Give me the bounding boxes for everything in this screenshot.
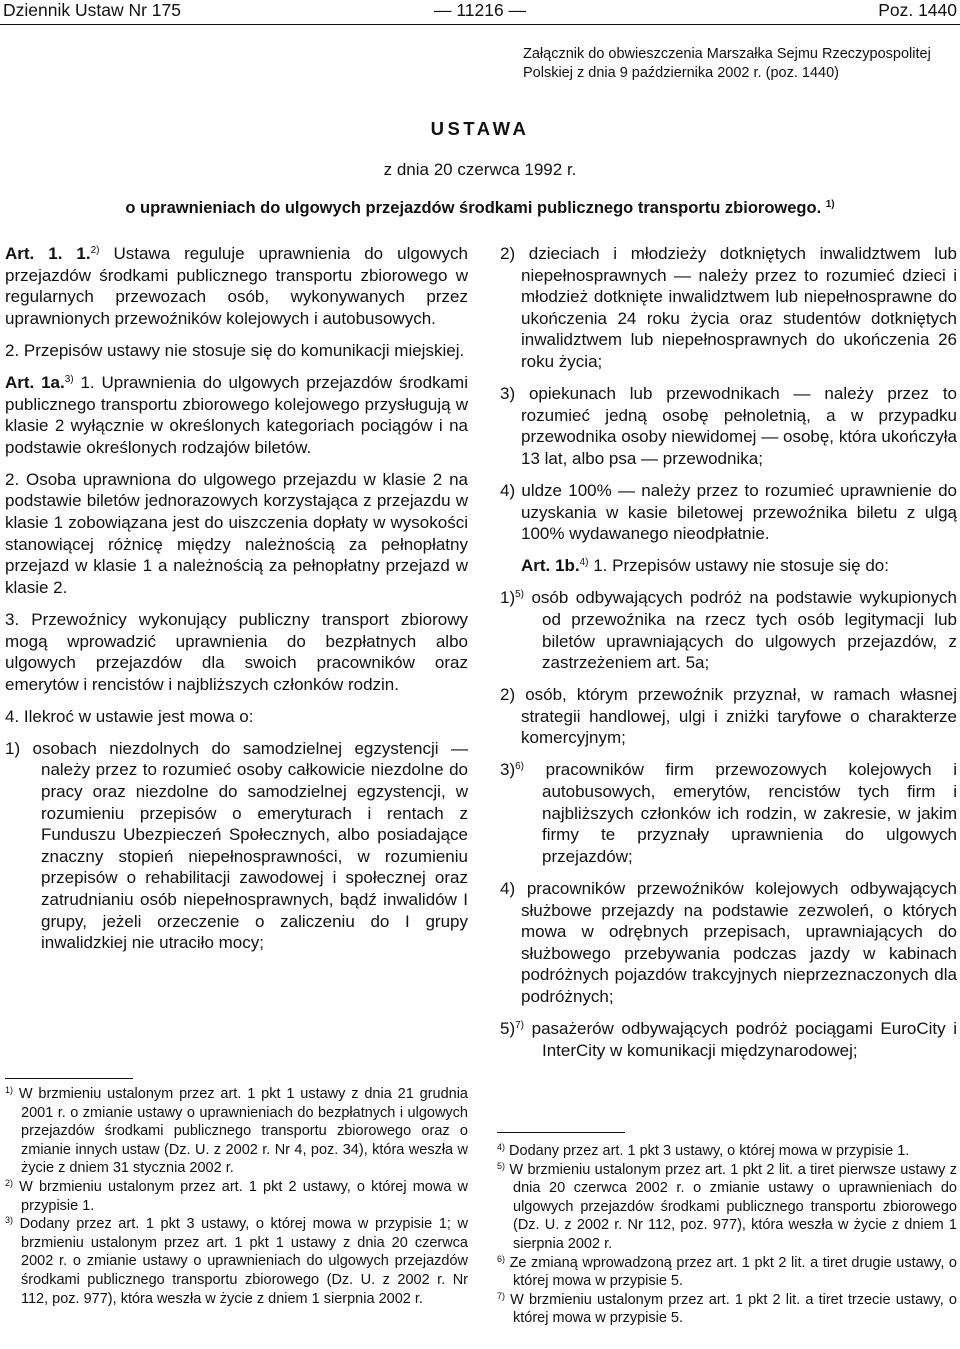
art1b-intro-text: 1. Przepisów ustawy nie stosuje się do: — [593, 556, 889, 576]
footnote-1-ref: 1) — [5, 1085, 14, 1095]
title-text: o uprawnieniach do ulgowych przejazdów środkami publicznego transportu zbiorowego. — [125, 199, 822, 217]
annex-line-2: Polskiej z dnia 9 października 2002 r. (poz. 1440) — [523, 65, 839, 81]
footnote-3-text: Dodany przez art. 1 pkt 3 ustawy, o której mowa w przypisie 1; w brzmieniu ustalonym przez art. 1 pkt 1 ustawy z dnia 20 czerwca 2002 r. o zmianie ustawy o uprawnieniach do ulgowych przejazdów środkami publicznego transportu zbiorowego (Dz. U. z 2002 r. Nr 112, poz. 977), która weszła w życie z dniem 1 sierpnia 2002 r. — [19, 1216, 469, 1307]
footnote-6-ref: 6) — [497, 1253, 506, 1264]
page-number: — 11216 — — [433, 0, 527, 20]
exclusion-item-1 — [500, 587, 957, 673]
art1a-para1-text: 1. Uprawnienia do ulgowych przejazdów środkami publicznego transportu zbiorowego kolejowego przysługują w klasie 2 wyłącznie w określonych kategoriach pociągów i na podstawie określonych rodzajów biletów. — [5, 372, 468, 457]
footnote-5-text: W brzmieniu ustalonym przez art. 1 pkt 2 lit. a tiret pierwsze ustawy z dnia 20 czerwca 2002 r. o zmianie ustawy o uprawnieniach do ulgowych przejazdów środkami publicznego transportu zbiorowego (Dz. U. z 2002 r. Nr 112, poz. 977), która weszła w życie z dniem 1 sierpnia 2002 r. — [509, 1161, 957, 1252]
art1-para1-text: Ustawa reguluje uprawnienia do ulgowych przejazdów środkami publicznego transportu zbiorowego w regularnych przewozach osób, wykonywanych przez uprawnionych przewoźników kolejowych i autobusowych. — [5, 244, 468, 328]
footnote-rule-left — [5, 1078, 133, 1079]
art1-para1 — [5, 243, 468, 329]
footnote-6-text: Ze zmianą wprowadzoną przez art. 1 pkt 2 lit. a tiret drugie ustawy, o której mowa w przypisie 5. — [509, 1254, 957, 1290]
exclusion-item-3 — [500, 759, 957, 867]
footnote-4-text: Dodany przez art. 1 pkt 3 ustawy, o której mowa w przypisie 1. — [509, 1143, 910, 1159]
footnote-2-ref: 2) — [5, 1177, 14, 1188]
journal-name: Dziennik Ustaw Nr 175 — [3, 0, 181, 20]
footnote-4-ref: 4) — [497, 1142, 506, 1152]
title-footnote-ref: 1) — [825, 199, 835, 210]
page-header — [0, 0, 960, 24]
exclusion-item-5-number: 5) — [500, 1019, 516, 1038]
art1a-footnote-ref: 3) — [64, 373, 74, 385]
document-date: z dnia 20 czerwca 1992 r. — [383, 160, 577, 179]
exclusion-item-3-ref: 6) — [515, 761, 525, 773]
definition-item-2: 2) dzieciach i młodzieży dotkniętych inwalidztwem lub niepełnosprawnych — należy przez to rozumieć dzieci i młodzież dotknięte inwalidztwem lub niepełnosprawne do ukończenia 24 roku życia oraz studentów dotkniętych inwalidztwem lub niepełnosprawnych do ukończenia 26 roku życia; — [500, 244, 957, 371]
definition-item-4: 4) uldze 100% — należy przez to rozumieć uprawnienie do uzyskania w kasie biletowej przewoźnika biletu z ulgą 100% wydawanego nieodpłatnie. — [500, 480, 957, 544]
exclusion-item-3-number: 3) — [500, 760, 516, 780]
art1b-footnote-ref: 4) — [579, 557, 589, 569]
exclusion-item-1-text: osób odbywających podróż na podstawie wykupionych od przewoźnika na rzecz tych osób legitymacji lub biletów uprawniających do ulgowych przejazdów, z zastrzeżeniem art. 5a; — [531, 588, 957, 673]
footnote-3-ref: 3) — [5, 1215, 14, 1226]
exclusion-item-1-number: 1) — [500, 588, 516, 608]
art1a-label: Art. 1a. — [5, 372, 65, 392]
art1-footnote-ref: 2) — [90, 245, 100, 256]
footnote-1 — [5, 1085, 468, 1178]
footnote-7-text: W brzmieniu ustalonym przez art. 1 pkt 2 lit. a tiret trzecie ustawy, o której mowa w przypisie 5. — [510, 1291, 957, 1327]
footnote-7 — [497, 1291, 957, 1328]
exclusion-item-3-text: pracowników firm przewozowych kolejowych i autobusowych, emerytów, rencistów tych firm i najbliższych członków ich rodzin, w zakresie, w jakim firmy te przyznały uprawnienia do ulgowych przejazdów; — [542, 760, 957, 866]
art1a-para2: 2. Osoba uprawniona do ulgowego przejazdu w klasie 2 na podstawie biletów jednorazowych korzystająca z przejazdu w klasie 1 zobowiązana jest do uiszczenia dopłaty w wysokości stanowiącej różnicę między należnością za pełnopłatny przejazd w klasie 1 a należnością za pełnopłatny przejazd w klasie 2. — [5, 469, 468, 597]
exclusion-item-1-ref: 5) — [515, 589, 525, 601]
exclusion-item-4: 4) pracowników przewoźników kolejowych odbywających służbowe przejazdy na podstawie zezwoleń, o których mowa w odrębnych przepisach, uprawniających do służbowego przebywania podczas jazdy w kabinach podróżnych pojazdów trakcyjnych nieprzeznaczonych dla podróżnych; — [500, 878, 957, 1006]
footnote-5 — [497, 1161, 957, 1254]
header-rule — [0, 24, 960, 25]
document-type: USTAWA — [430, 118, 530, 139]
document-title — [0, 199, 960, 218]
art1b-label: Art. 1b. — [521, 556, 580, 576]
annex-line-1: Załącznik do obwieszczenia Marszałka Sejmu Rzeczypospolitej — [523, 46, 931, 62]
footnotes-right — [497, 1142, 957, 1328]
exclusion-item-5-text: pasażerów odbywających podróż pociągami EuroCity i InterCity w komunikacji międzynarodowej; — [531, 1019, 957, 1060]
art1a-para3: 3. Przewoźnicy wykonujący publiczny transport zbiorowy mogą wprowadzić uprawnienia do bezpłatnych albo ulgowych przejazdów dla swoich pracowników oraz emerytów i rencistów i najbliższych członków rodzin. — [5, 609, 468, 694]
left-column — [5, 243, 468, 964]
footnote-2-text: W brzmieniu ustalonym przez art. 1 pkt 2 ustawy, o której mowa w przypisie 1. — [19, 1178, 468, 1214]
position-number: Poz. 1440 — [878, 0, 957, 20]
footnote-2 — [5, 1178, 468, 1215]
footnote-4 — [497, 1142, 957, 1161]
footnotes-left — [5, 1085, 468, 1308]
footnote-3 — [5, 1215, 468, 1308]
definition-item-1: 1) osobach niezdolnych do samodzielnej egzystencji — należy przez to rozumieć osoby całkowicie niezdolne do pracy oraz niezdolne do samodzielnej egzystencji, w rozumieniu przepisów o emeryturach i rentach z Funduszu Ubezpieczeń Społecznych, albo posiadające znaczny stopień niepełnosprawności, w rozumieniu przepisów o rehabilitacji zawodowej i społecznej oraz zatrudnianiu osób niepełnosprawnych, bądź inwalidów I grupy, jeżeli orzeczenie o zaliczeniu do I grupy inwalidzkiej nie utraciło mocy; — [5, 738, 468, 953]
exclusion-item-5 — [500, 1018, 957, 1061]
footnote-rule-right — [497, 1132, 625, 1133]
exclusion-item-5-ref: 7) — [515, 1020, 525, 1031]
art1b-intro — [500, 555, 957, 577]
footnote-7-ref: 7) — [497, 1290, 506, 1301]
right-column — [500, 243, 957, 1072]
footnote-5-ref: 5) — [497, 1160, 506, 1171]
footnote-6 — [497, 1254, 957, 1291]
annex-note — [523, 45, 960, 83]
art1a-para1 — [5, 372, 468, 458]
exclusion-item-2: 2) osób, którym przewoźnik przyznał, w ramach własnej strategii handlowej, ulgi i zniżki taryfowe o charakterze komercyjnym; — [500, 685, 957, 748]
art1-label: Art. 1. 1. — [5, 244, 91, 263]
footnote-1-text: W brzmieniu ustalonym przez art. 1 pkt 1 ustawy z dnia 21 grudnia 2001 r. o zmianie ustawy o uprawnieniach do bezpłatnych i ulgowych przejazdów środkami publicznego transportu zbiorowego oraz o zmianie innych ustaw (Dz. U. z 2002 r. Nr 4, poz. 34), która weszła w życie z dniem 31 stycznia 2002 r. — [18, 1086, 468, 1177]
art1-para2: 2. Przepisów ustawy nie stosuje się do komunikacji miejskiej. — [5, 340, 465, 360]
definition-item-3: 3) opiekunach lub przewodnikach — należy przez to rozumieć jedną osobę pełnoletnią, a w przypadku przewodnika osoby niewidomej — osobę, która ukończyła 13 lat, albo psa — przewodnika; — [500, 384, 957, 468]
art1a-para4: 4. Ilekroć w ustawie jest mowa o: — [5, 706, 254, 726]
